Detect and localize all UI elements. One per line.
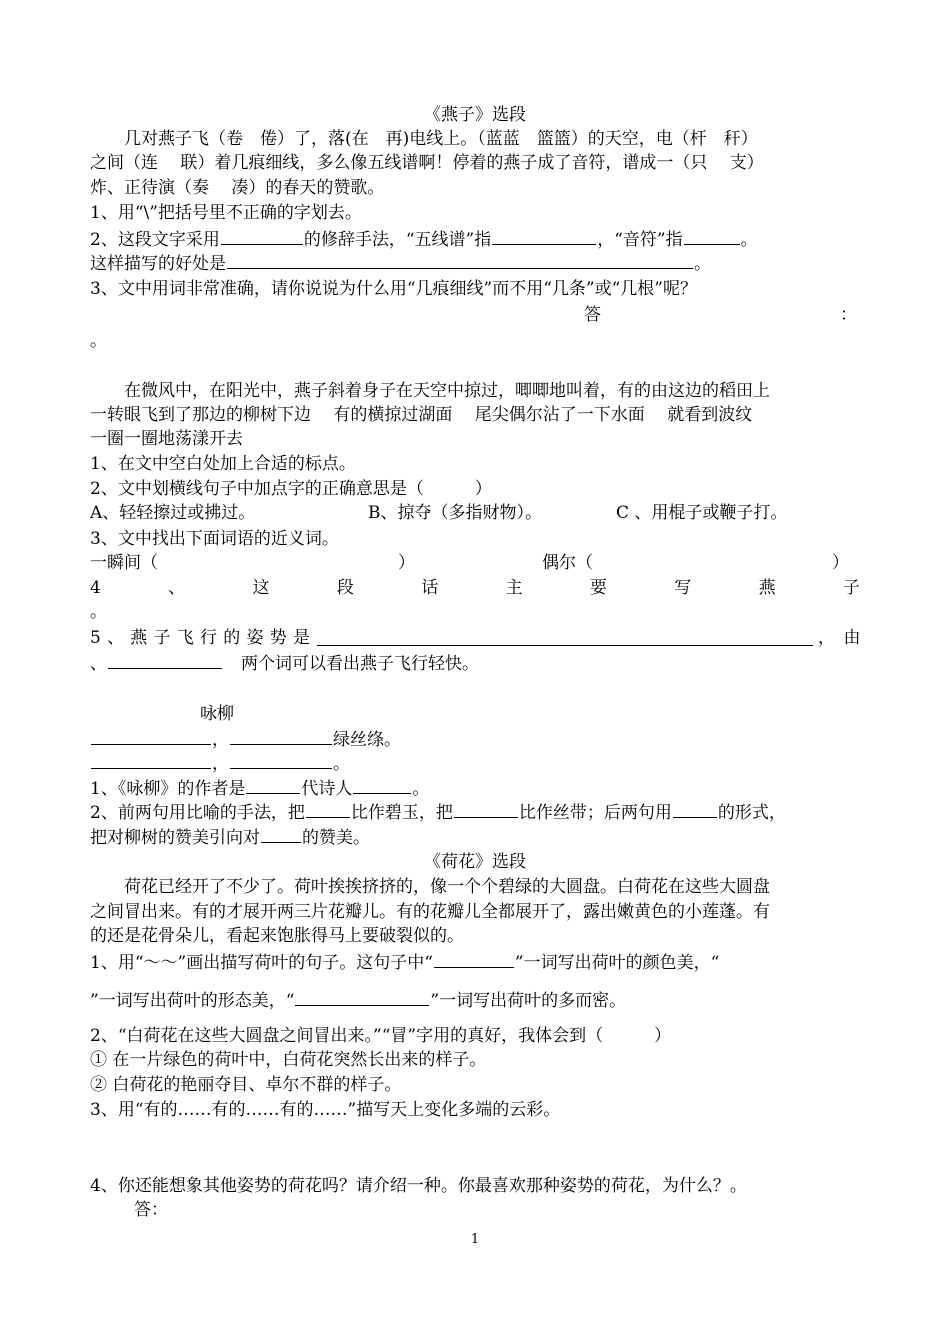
question-2-cont: 把对柳树的赞美引向对 的赞美。 xyxy=(90,825,860,850)
synonym-2-close: ） xyxy=(832,553,849,573)
question-4-end: 。 xyxy=(90,602,107,622)
poem-line-1: ， 绿丝绦。 xyxy=(90,727,860,752)
answer-blank[interactable] xyxy=(227,251,693,269)
question-1: 1、用“\”把括号里不正确的字划去。 xyxy=(90,203,362,223)
answer-blank[interactable] xyxy=(353,776,411,794)
option-b[interactable]: B、掠夺（多指财物）。 xyxy=(368,503,542,523)
synonym-1-label: 一瞬间（ xyxy=(90,553,158,573)
paragraph-line: 几对燕子飞（卷 倦）了，落(在 再)电线上。（蓝蓝 篮篮）的天空，电（杆 秆） xyxy=(124,129,758,149)
answer-colon: ： xyxy=(840,305,857,325)
answer-blank[interactable] xyxy=(295,988,429,1006)
answer-end: 。 xyxy=(90,331,107,351)
question-1: 1、《咏柳》的作者是 代诗人 。 xyxy=(90,776,860,801)
answer-blank[interactable] xyxy=(91,727,211,745)
answer-label: 答： xyxy=(134,1200,168,1220)
answer-blank[interactable] xyxy=(246,776,300,794)
paragraph-line: 一转眼飞到了那边的柳树下边 有的横掠过湖面 尾尖偶尔沾了一下水面 就看到波纹 xyxy=(90,405,753,425)
question-2: 2、这段文字采用 的修辞手法，“五线谱”指 ，“音符”指 。 xyxy=(90,227,860,252)
answer-blank[interactable] xyxy=(684,227,740,245)
answer-blank[interactable] xyxy=(492,227,596,245)
paragraph-line: 在微风中，在阳光中，燕子斜着身子在天空中掠过，唧唧地叫着，有的由这边的稻田上 xyxy=(124,381,770,401)
question-3: 3、文中找出下面词语的近义词。 xyxy=(90,529,339,549)
option-c[interactable]: C 、用棍子或鞭子打。 xyxy=(616,503,788,523)
answer-blank[interactable] xyxy=(261,825,301,843)
answer-blank[interactable] xyxy=(230,727,332,745)
question-5-lead: 5 、 燕 子 飞 行 的 姿 势 是 xyxy=(90,628,310,648)
question-1-cont: ”一词写出荷叶的形态美，“ ”一词写出荷叶的多而密。 xyxy=(90,988,860,1013)
question-2-cont: 这样描写的好处是 。 xyxy=(90,251,860,276)
question-1: 1、在文中空白处加上合适的标点。 xyxy=(90,454,356,474)
answer-blank[interactable] xyxy=(317,628,813,646)
question-1: 1、用“～～”画出描写荷叶的句子。这句子中“ ”一词写出荷叶的颜色美，“ xyxy=(90,950,860,975)
question-3: 3、用“有的……有的……有的……”描写天上变化多端的云彩。 xyxy=(90,1100,561,1120)
page-number: 1 xyxy=(470,1232,480,1247)
poem-line-2: ， 。 xyxy=(90,751,860,776)
option-a[interactable]: A、轻轻擦过或拂过。 xyxy=(90,503,256,523)
answer-blank[interactable] xyxy=(221,227,303,245)
answer-blank[interactable] xyxy=(454,800,518,818)
synonym-2-label: 偶尔（ xyxy=(542,553,593,573)
answer-blank[interactable] xyxy=(230,751,332,769)
option-2[interactable]: ② 白荷花的艳丽夺目、卓尔不群的样子。 xyxy=(90,1075,402,1095)
question-4: 4、你还能想象其他姿势的荷花吗？请介绍一种。你最喜欢那种姿势的荷花，为什么？。 xyxy=(90,1176,747,1196)
answer-blank[interactable] xyxy=(91,751,211,769)
section-title-lotus: 《荷花》选段 xyxy=(424,852,526,872)
document-page: 《燕子》选段 几对燕子飞（卷 倦）了，落(在 再)电线上。（蓝蓝 篮篮）的天空，电（杆 秆） 之间（连 联）着几痕细线，多么像五线谱啊！停着的燕子成了音符，谱成一（只 支） 炸、正待演（奏 凑）的春天的赞歌。 1、用“\”把括号里不正确的字划去。 2、这段文字采用 的修辞手法，“五线谱”指 ，“音符”指 。 这样描写的好处是 。 3、文中用词非常准确，请你说说为什么用“几痕细线”而不用“几条”或“几根”呢？ 答 ： 。 在微风中，在阳光中，燕子斜着身子在天空中掠过，唧唧地叫着，有的由这边的稻田上 一转眼飞到了那边的柳树下边 有的横掠过湖面 尾尖偶尔沾了一下水面 就看到波纹 一圈一圈地荡漾开去 1、在文中空白处加上合适的标点。 2、文中划横线句子中加点字的正确意思是（ ） A、轻轻擦过或拂过。 B、掠夺（多指财物）。 C 、用棍子或鞭子打。 3、文中找出下面词语的近义词。 一瞬间（ ） 偶尔（ ） 4 、 这 段 话 主 要 写 燕 子 。 5 、 燕 子 飞 行 的 姿 势 是 ， 由 、 两个词可以看出燕子飞行轻快。 咏柳 ， 绿丝绦。 ， 。 1、《咏柳》的作者是 代诗人 。 2、前两句用比喻的手法，把 比作碧玉，把 比作丝带；后两句用 的形式， 把对柳树的赞美引向对 的赞美。 《荷花》选段 荷花已经开了不少了。荷叶挨挨挤挤的，像一个个碧绿的大圆盘。白荷花在这些大圆盘 之间冒出来。有的才展开两三片花瓣儿。有的花瓣儿全都展开了，露出嫩黄色的小莲蓬。有 的还是花骨朵儿，看起来饱胀得马上要破裂似的。 1、用“～～”画出描写荷叶的句子。这句子中“ ”一词写出荷叶的颜色美，“ ”一词写出荷叶的形态美，“ ”一词写出荷叶的多而密。 2、“白荷花在这些大圆盘之间冒出来。”“冒”字用的真好，我体会到（ ） ① 在一片绿色的荷叶中，白荷花突然长出来的样子。 ② 白荷花的艳丽夺目、卓尔不群的样子。 3、用“有的……有的……有的……”描写天上变化多端的云彩。 4、你还能想象其他姿势的荷花吗？请介绍一种。你最喜欢那种姿势的荷花，为什么？。 答： 1 xyxy=(0,0,950,1344)
question-2: 2、文中划横线句子中加点字的正确意思是（ ） xyxy=(90,479,492,499)
question-4: 4 、 这 段 话 主 要 写 燕 子 xyxy=(90,578,860,598)
question-2: 2、“白荷花在这些大圆盘之间冒出来。”“冒”字用的真好，我体会到（ ） xyxy=(90,1026,672,1046)
answer-blank[interactable] xyxy=(434,950,514,968)
question-5-cont: 、 两个词可以看出燕子飞行轻快。 xyxy=(90,651,860,676)
option-1[interactable]: ① 在一片绿色的荷叶中，白荷花突然长出来的样子。 xyxy=(90,1050,487,1070)
paragraph-line: 炸、正待演（奏 凑）的春天的赞歌。 xyxy=(90,178,385,198)
paragraph-line: 一圈一圈地荡漾开去 xyxy=(90,429,243,449)
paragraph-line: 之间（连 联）着几痕细线，多么像五线谱啊！停着的燕子成了音符，谱成一（只 支） xyxy=(90,153,764,173)
poem-title: 咏柳 xyxy=(200,704,234,724)
answer-blank[interactable] xyxy=(306,800,350,818)
paragraph-line: 的还是花骨朵儿，看起来饱胀得马上要破裂似的。 xyxy=(90,926,464,946)
synonym-1-close: ） xyxy=(398,553,415,573)
paragraph-line: 荷花已经开了不少了。荷叶挨挨挤挤的，像一个个碧绿的大圆盘。白荷花在这些大圆盘 xyxy=(124,877,770,897)
section-title-swallow: 《燕子》选段 xyxy=(424,105,526,125)
answer-blank[interactable] xyxy=(673,800,717,818)
question-2: 2、前两句用比喻的手法，把 比作碧玉，把 比作丝带；后两句用 的形式， xyxy=(90,800,860,825)
question-3: 3、文中用词非常准确，请你说说为什么用“几痕细线”而不用“几条”或“几根”呢？ xyxy=(90,279,697,299)
answer-label: 答 xyxy=(584,305,601,325)
answer-blank[interactable] xyxy=(108,651,222,669)
paragraph-line: 之间冒出来。有的才展开两三片花瓣儿。有的花瓣儿全都展开了，露出嫩黄色的小莲蓬。有 xyxy=(90,902,770,922)
